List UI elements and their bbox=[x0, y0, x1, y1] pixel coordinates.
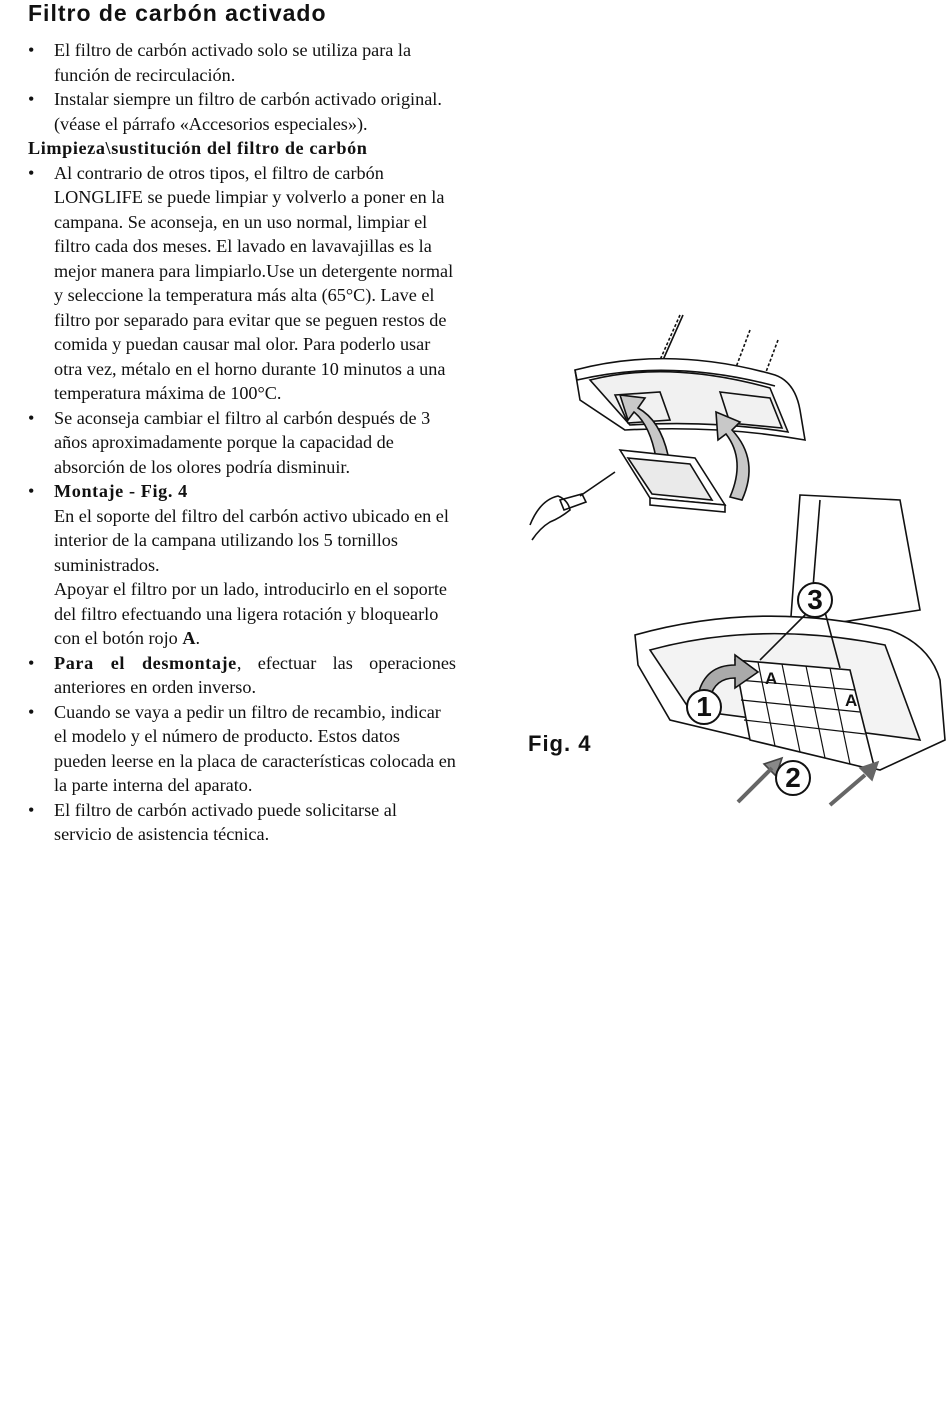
list-item bbox=[28, 651, 456, 700]
callout-1: 1 bbox=[686, 689, 722, 725]
montaje-label: Montaje - Fig. 4 bbox=[54, 481, 188, 501]
hood-top-illustration bbox=[575, 315, 805, 440]
bullet-marker: • bbox=[28, 701, 35, 722]
page-title: Filtro de carbón activado bbox=[28, 0, 327, 26]
montaje-paragraph-2: Apoyar el filtro por un lado, introducirlo en el soporte del filtro efectuando una ligera rotación y bloquearlo con el botón rojo A. bbox=[54, 579, 447, 648]
cleaning-heading: Limpieza\sustitución del filtro de carbón bbox=[28, 138, 368, 158]
bullet-marker: • bbox=[28, 162, 35, 183]
list-item bbox=[28, 700, 456, 798]
montaje-paragraph-1: En el soporte del filtro del carbón activo ubicado en el interior de la campana utilizando los 5 tornillos suministrados. bbox=[54, 505, 449, 575]
bullet-marker: • bbox=[28, 89, 35, 109]
bullet-marker: • bbox=[28, 407, 35, 428]
list-item bbox=[28, 87, 456, 136]
desmontaje-text: , efectuar las operaciones anteriores en orden inverso. bbox=[54, 652, 456, 697]
list-item bbox=[28, 406, 456, 480]
replacement-interval: Se aconseja cambiar el filtro al carbón después de 3 años aproximadamente porque la capacidad de absorción de los olores podría disminuir. bbox=[54, 407, 431, 477]
list-item bbox=[28, 798, 456, 847]
service-note: El filtro de carbón activado puede solicitarse al servicio de asistencia técnica. bbox=[54, 799, 397, 844]
figure-label: Fig. 4 bbox=[528, 731, 592, 756]
recirculation-note: El filtro de carbón activado solo se utiliza para la función de recirculación. bbox=[54, 40, 412, 85]
callout-3: 3 bbox=[797, 582, 833, 618]
list-item bbox=[28, 161, 456, 406]
hand-screwdriver-illustration bbox=[530, 472, 615, 540]
cleaning-instructions: Al contrario de otros tipos, el filtro de carbón LONGLIFE se puede limpiar y volverlo a poner en la campana. Se aconseja, en un uso normal, limpiar el filtro cada dos meses. El lavado en lavavajillas es la mejor manera para limpiarlo.Use un detergente normal y seleccione la temperatura más alta (65°C). Lave el filtro por separado para evitar que se peguen restos de comida y puedan causar mal olor. Para poderlo usar otra vez, métalo en el horno durante 10 minutos a una temperatura máxima de 100°C. bbox=[54, 162, 454, 403]
list-item bbox=[28, 479, 456, 651]
hood-bottom-illustration bbox=[635, 495, 945, 770]
replacement-order-note: Cuando se vaya a pedir un filtro de recambio, indicar el modelo y el número de producto. Estos datos pueden leerse en la placa de características colocada en la parte interna del aparato. bbox=[54, 701, 456, 795]
list-item bbox=[28, 38, 456, 87]
bullet-marker: • bbox=[28, 40, 35, 60]
label-a-right: A bbox=[845, 691, 858, 710]
callout-2: 2 bbox=[775, 760, 811, 796]
bullet-marker: • bbox=[28, 481, 35, 501]
instructions-body bbox=[28, 38, 456, 847]
filter-panel-illustration bbox=[620, 450, 725, 512]
button-a-reference: A bbox=[182, 628, 196, 648]
desmontaje-label: Para el desmontaje bbox=[54, 652, 237, 673]
bullet-marker: • bbox=[28, 652, 35, 673]
original-filter-note: Instalar siempre un filtro de carbón activado original. (véase el párrafo «Accesorios especiales»). bbox=[54, 89, 442, 134]
label-a-left: A bbox=[765, 669, 778, 688]
bullet-marker: • bbox=[28, 799, 35, 820]
